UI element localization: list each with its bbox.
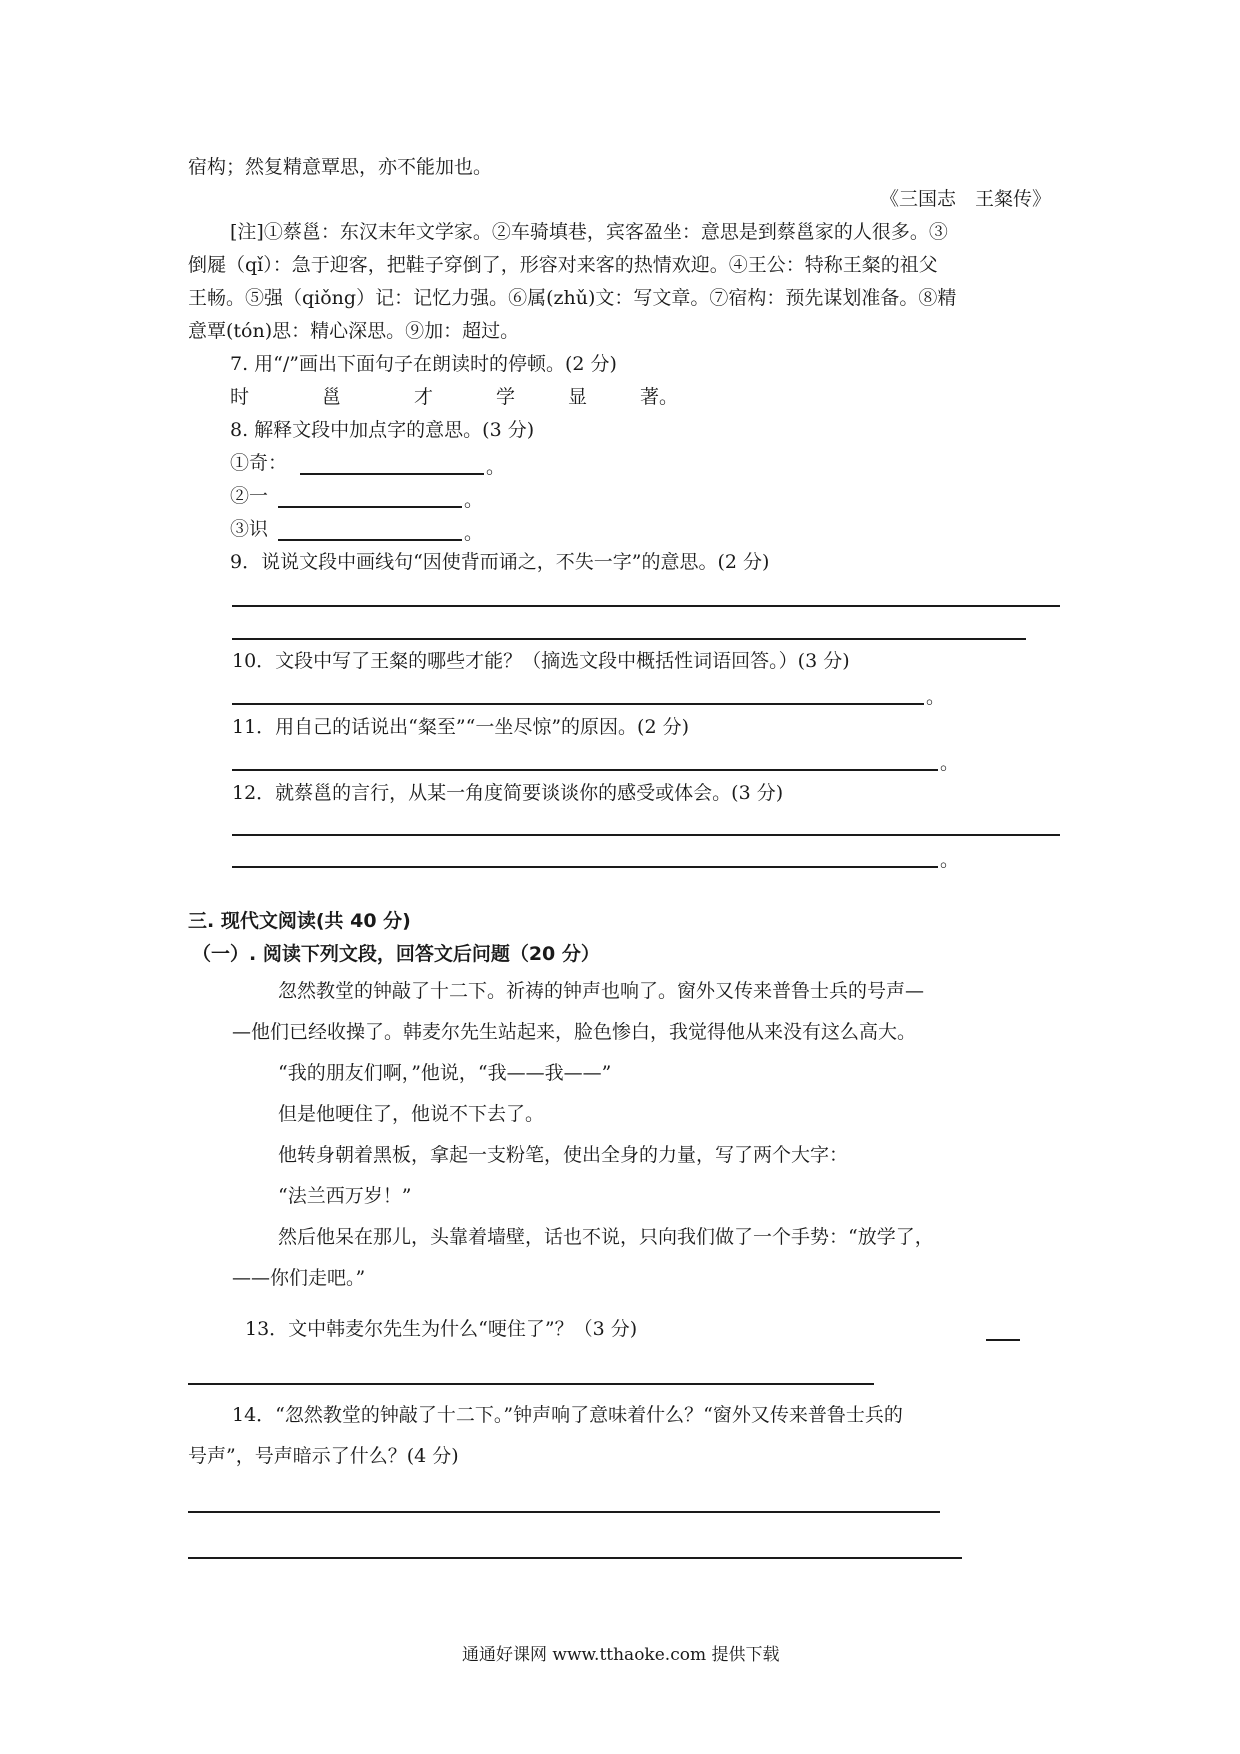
q7-char-3: 才 [414, 386, 434, 408]
note-line-4: 意覃(tón)思：精心深思。⑨加：超过。 [188, 320, 520, 342]
question-8: 8. 解释文段中加点字的意思。(3 分) [230, 419, 535, 441]
note-line-1: [注]①蔡邕：东汉末年文学家。②车骑填巷，宾客盈坐：意思是到蔡邕家的人很多。③ [230, 221, 948, 243]
q10-answer-line[interactable] [232, 703, 924, 705]
q7-char-1: 时 [230, 386, 250, 408]
q8-item-1-end: 。 [486, 456, 506, 478]
note-line-2: 倒屣（qǐ）：急于迎客，把鞋子穿倒了，形容对来客的热情欢迎。④王公：特称王粲的祖父 [188, 254, 938, 276]
q8-item-2-end: 。 [464, 489, 484, 511]
question-14-line-1: 14．“忽然教堂的钟敲了十二下。”钟声响了意味着什么？“窗外又传来普鲁士兵的 [232, 1404, 903, 1426]
q7-char-2: 邕 [322, 386, 342, 408]
passage-paragraph-2: “我的朋友们啊，”他说，“我——我——” [278, 1062, 612, 1084]
q9-answer-line-1[interactable] [232, 605, 1060, 607]
q10-end: 。 [926, 686, 946, 708]
question-12: 12．就蔡邕的言行，从某一角度简要谈谈你的感受或体会。(3 分) [232, 782, 784, 804]
section-3-subheading: （一）. 阅读下列文段，回答文后问题（20 分） [192, 943, 600, 965]
question-11: 11．用自己的话说出“粲至”“一坐尽惊”的原因。(2 分) [232, 716, 689, 738]
q11-end: 。 [940, 752, 960, 774]
note-line-3: 王畅。⑤强（qiǒng）记：记忆力强。⑥属(zhǔ)文：写文章。⑦宿构：预先谋划准备。⑧精 [188, 287, 957, 309]
q7-char-6: 著。 [640, 386, 679, 408]
passage-paragraph-5: “法兰西万岁！” [278, 1185, 412, 1207]
question-7: 7. 用“/”画出下面句子在朗读时的停顿。(2 分) [230, 353, 617, 375]
q7-char-5: 显 [568, 386, 588, 408]
q14-answer-line-1[interactable] [188, 1511, 940, 1513]
passage-last-line: 宿构；然复精意覃思，亦不能加也。 [188, 156, 493, 178]
passage-paragraph-6a: 然后他呆在那儿，头靠着墙壁，话也不说，只向我们做了一个手势：“放学了， [278, 1226, 934, 1248]
question-14-line-2: 号声”，号声暗示了什么？(4 分) [188, 1445, 459, 1467]
passage-paragraph-4: 他转身朝着黑板，拿起一支粉笔，使出全身的力量，写了两个大字： [278, 1144, 849, 1166]
question-10: 10．文段中写了王粲的哪些才能？（摘选文段中概括性词语回答。）(3 分) [232, 650, 850, 672]
q8-item-3-label: ③识 [230, 518, 269, 540]
q8-item-2-label: ②一 [230, 485, 269, 507]
page-footer: 通通好课网 www.tthaoke.com 提供下载 [462, 1645, 780, 1665]
passage-paragraph-1a: 忽然教堂的钟敲了十二下。祈祷的钟声也响了。窗外又传来普鲁士兵的号声— [278, 980, 925, 1002]
section-3-heading: 三. 现代文阅读(共 40 分) [188, 910, 411, 932]
q7-char-4: 学 [496, 386, 516, 408]
passage-paragraph-6b: ——你们走吧。” [232, 1267, 366, 1289]
q8-item-1-label: ①奇： [230, 452, 288, 474]
q12-answer-line-2[interactable] [232, 866, 938, 868]
passage-paragraph-3: 但是他哽住了，他说不下去了。 [278, 1103, 545, 1125]
q8-item-3-end: 。 [464, 522, 484, 544]
passage-paragraph-1b: —他们已经收操了。韩麦尔先生站起来，脸色惨白，我觉得他从来没有这么高大。 [232, 1021, 917, 1043]
q12-answer-line-1[interactable] [232, 834, 1060, 836]
q13-answer-line-1[interactable] [986, 1339, 1020, 1341]
q9-answer-line-2[interactable] [232, 638, 1026, 640]
q8-answer-line-3[interactable] [278, 539, 462, 541]
q13-answer-line-2[interactable] [188, 1383, 874, 1385]
question-13: 13．文中韩麦尔先生为什么“哽住了”？（3 分) [245, 1318, 638, 1340]
q8-answer-line-2[interactable] [278, 506, 462, 508]
q8-answer-line-1[interactable] [300, 473, 484, 475]
passage-source: 《三国志 王粲传》 [880, 188, 1052, 210]
q14-answer-line-2[interactable] [188, 1557, 962, 1559]
q11-answer-line[interactable] [232, 769, 938, 771]
question-9: 9．说说文段中画线句“因使背而诵之，不失一字”的意思。(2 分) [230, 551, 770, 573]
q12-end: 。 [940, 849, 960, 871]
